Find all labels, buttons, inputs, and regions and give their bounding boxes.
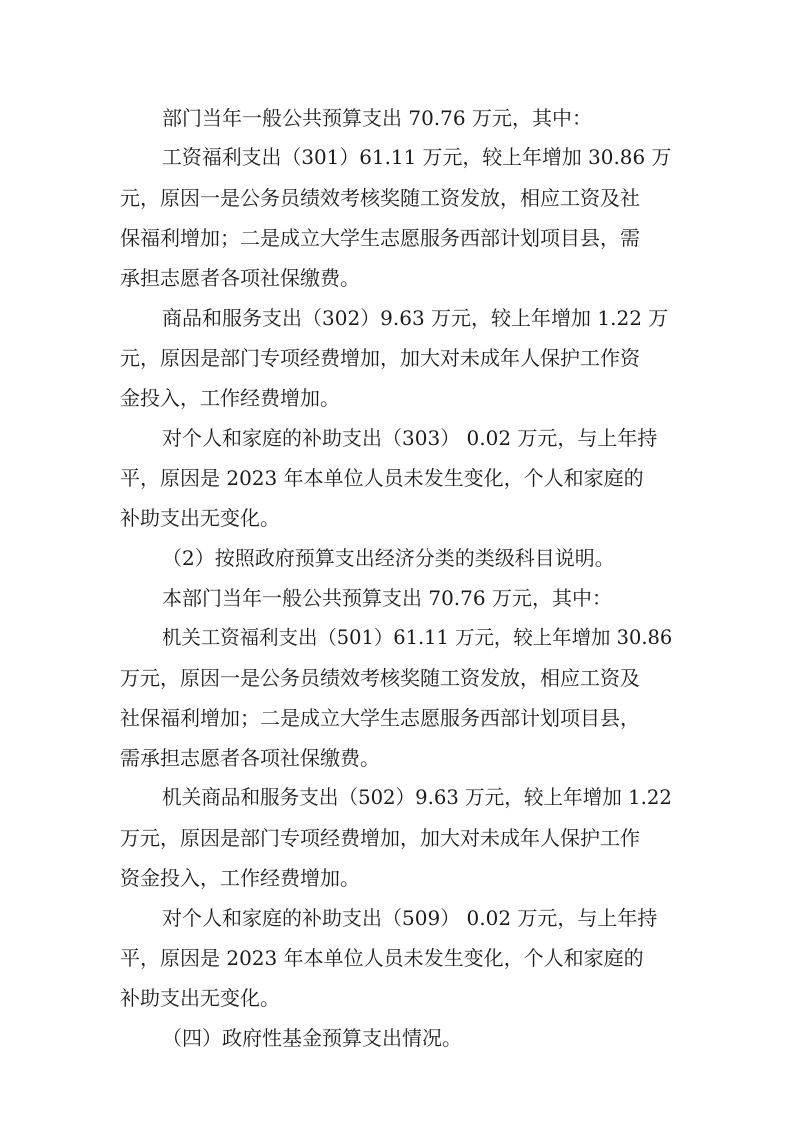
text-span: 万元，原因一是公务员绩效考核奖随工资发放，相应工资及: [120, 666, 640, 690]
text-span: （2）按照政府预算支出经济分类的类级科目说明。: [162, 546, 615, 570]
text-span: 社保福利增加；二是成立大学生志愿服务西部计划项目县，: [120, 706, 640, 730]
text-span: 本部门当年一般公共预算支出 70.76 万元，其中：: [162, 586, 612, 610]
text-line: [0, 938, 792, 978]
text-line: [0, 698, 792, 738]
text-span: 元，原因一是公务员绩效考核奖随工资发放，相应工资及社: [120, 186, 640, 210]
text-line: [0, 458, 792, 498]
text-line: [0, 898, 792, 938]
text-span: 商品和服务支出（302）9.63 万元，较上年增加 1.22 万: [162, 306, 669, 330]
text-line: [0, 98, 792, 138]
text-span: 万元，原因是部门专项经费增加，加大对未成年人保护工作: [120, 826, 640, 850]
text-line: [0, 858, 792, 898]
text-line: [0, 578, 792, 618]
text-line: [0, 618, 792, 658]
text-span: 部门当年一般公共预算支出 70.76 万元，其中：: [162, 106, 592, 130]
text-line: [0, 218, 792, 258]
text-line: [0, 658, 792, 698]
text-line: [0, 258, 792, 298]
text-span: 工资福利支出（301）61.11 万元，较上年增加 30.86 万: [162, 146, 672, 169]
text-line: [0, 498, 792, 538]
text-span: 需承担志愿者各项社保缴费。: [120, 746, 380, 770]
text-line: [0, 978, 792, 1018]
text-span: 元，原因是部门专项经费增加，加大对未成年人保护工作资: [120, 346, 640, 370]
text-line: [0, 138, 792, 178]
section-heading: [0, 1018, 792, 1058]
text-span: 平，原因是 2023 年本单位人员未发生变化，个人和家庭的: [120, 946, 644, 970]
text-span: 机关商品和服务支出（502）9.63 万元，较上年增加 1.22: [162, 786, 672, 809]
text-line: [0, 338, 792, 378]
text-line: [0, 778, 792, 818]
text-line: [0, 818, 792, 858]
text-span: 平，原因是 2023 年本单位人员未发生变化，个人和家庭的: [120, 466, 644, 490]
text-span: （四）政府性基金预算支出情况。: [162, 1026, 462, 1050]
text-line: [0, 378, 792, 418]
text-span: 承担志愿者各项社保缴费。: [120, 266, 360, 290]
text-line: [0, 298, 792, 338]
text-line: [0, 178, 792, 218]
text-span: 机关工资福利支出（501）61.11 万元，较上年增加 30.86: [162, 626, 673, 649]
text-span: 金投入，工作经费增加。: [120, 386, 340, 410]
text-line: [0, 738, 792, 778]
text-span: 补助支出无变化。: [120, 986, 280, 1010]
text-span: 保福利增加；二是成立大学生志愿服务西部计划项目县，需: [120, 226, 640, 250]
text-span: 对个人和家庭的补助支出（509） 0.02 万元，与上年持: [162, 906, 658, 930]
section-heading: [0, 538, 792, 578]
text-span: 资金投入，工作经费增加。: [120, 866, 360, 890]
text-line: [0, 418, 792, 458]
text-span: 对个人和家庭的补助支出（303） 0.02 万元，与上年持: [162, 426, 658, 450]
text-span: 补助支出无变化。: [120, 506, 280, 530]
